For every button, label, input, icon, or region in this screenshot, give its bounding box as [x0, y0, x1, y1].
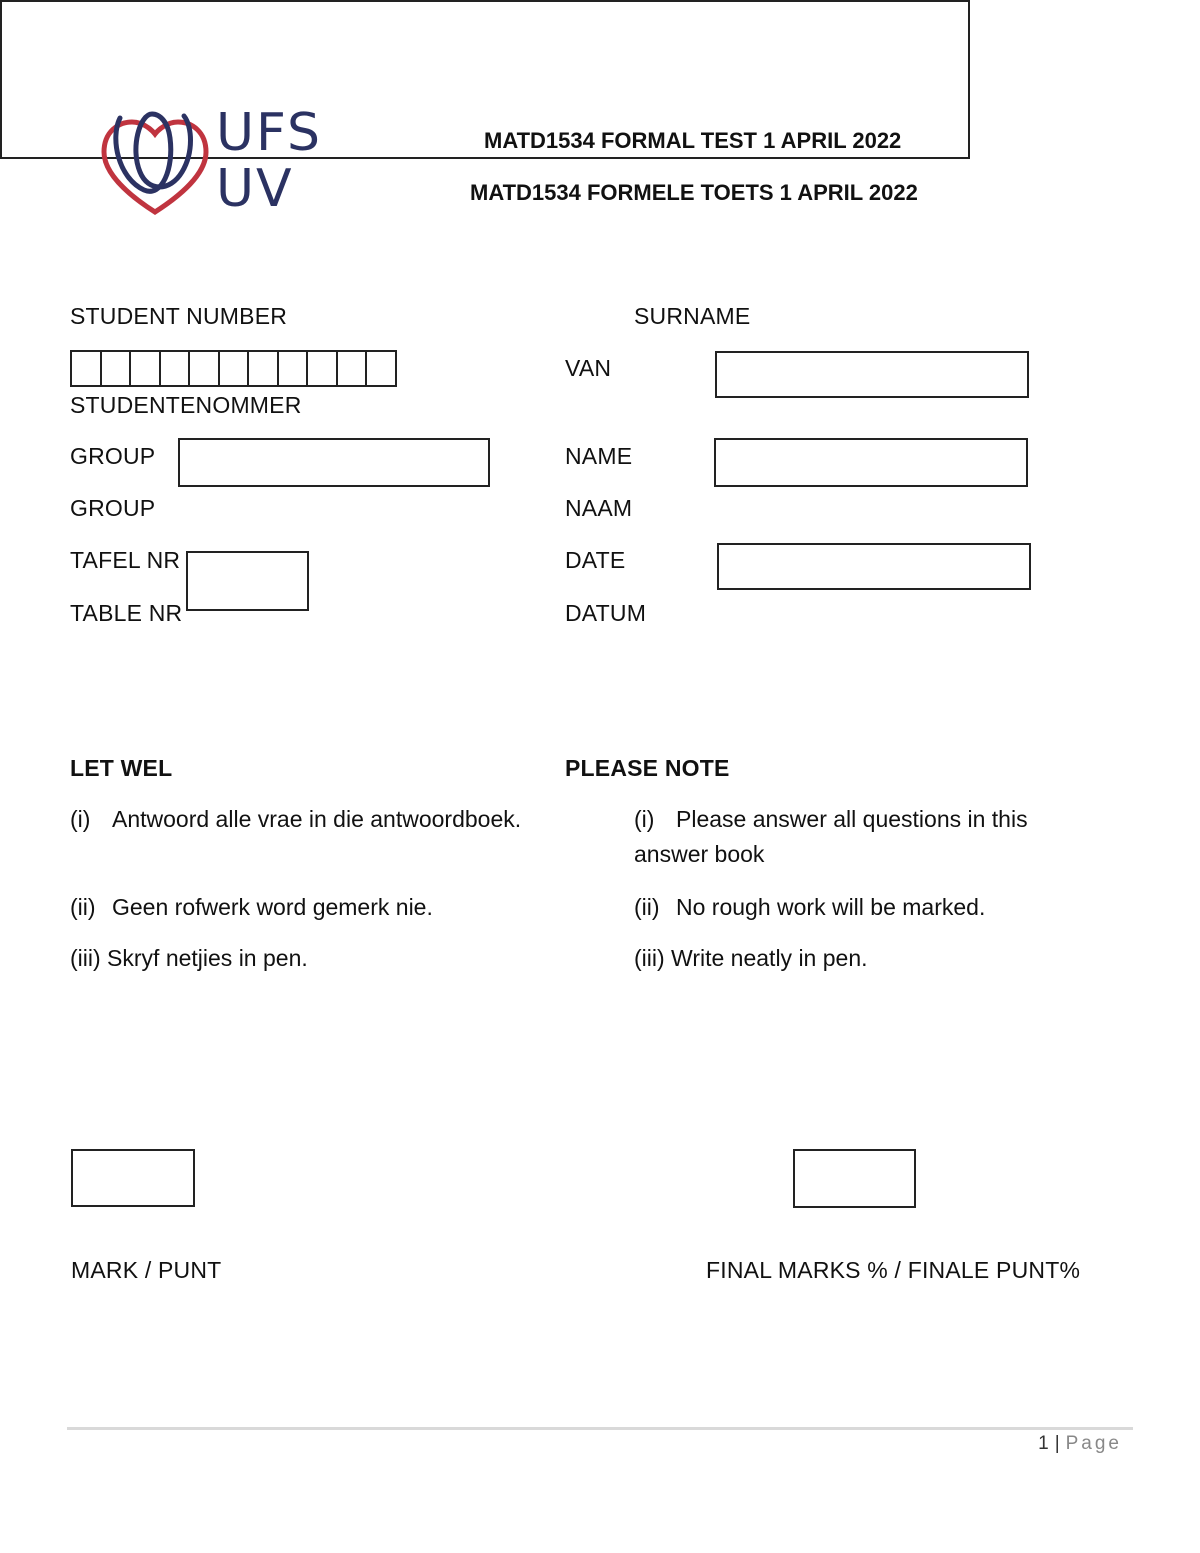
footer-divider [67, 1427, 1133, 1430]
table-nr-field[interactable] [186, 551, 309, 611]
page-number: 1 [1038, 1433, 1049, 1454]
group-field[interactable] [178, 438, 490, 487]
af-note-1-text: Antwoord alle vrae in die antwoordboek. [112, 806, 522, 832]
af-note-2 [70, 890, 590, 925]
en-note-3-text: Write neatly in pen. [671, 945, 868, 971]
name-field[interactable] [714, 438, 1028, 487]
table-nr-label: TABLE NR [70, 600, 183, 626]
name-label: NAME [565, 443, 633, 469]
surname-label: SURNAME [634, 303, 751, 329]
mark-field[interactable] [71, 1149, 195, 1207]
mark-punt-label: MARK / PUNT [71, 1257, 222, 1283]
student-number-cell[interactable] [249, 352, 279, 385]
af-note-1 [70, 802, 590, 837]
en-note-2 [634, 890, 1074, 925]
page-number-footer [1038, 1433, 1122, 1455]
group-label: GROUP [70, 443, 156, 469]
student-number-field[interactable] [70, 350, 397, 387]
student-number-cell[interactable] [161, 352, 191, 385]
af-note-3 [70, 941, 590, 976]
page-word: Page [1065, 1433, 1122, 1454]
tafel-nr-label: TAFEL NR [70, 547, 181, 573]
title-english: MATD1534 FORMAL TEST 1 APRIL 2022 [484, 128, 902, 153]
student-number-cell[interactable] [338, 352, 368, 385]
student-number-cell[interactable] [279, 352, 309, 385]
logo-line-uv: UV [216, 159, 294, 219]
final-marks-field[interactable] [793, 1149, 916, 1208]
date-field[interactable] [717, 543, 1031, 590]
student-number-cell[interactable] [367, 352, 395, 385]
final-marks-label: FINAL MARKS % / FINALE PUNT% [706, 1257, 1081, 1283]
en-note-1-text: Please answer all questions in this answer book [634, 806, 1028, 867]
student-number-label: STUDENT NUMBER [70, 303, 288, 329]
group-label-af: GROUP [70, 495, 156, 521]
af-note-1-num: (i) [70, 806, 91, 832]
en-note-3-num: (iii) [634, 945, 665, 971]
af-note-3-text: Skryf netjies in pen. [107, 945, 308, 971]
page-separator: | [1054, 1433, 1060, 1454]
ufs-heart-logo-icon [100, 108, 210, 220]
af-note-2-num: (ii) [70, 894, 96, 920]
please-note-heading: PLEASE NOTE [565, 755, 730, 781]
van-label: VAN [565, 355, 612, 381]
let-wel-heading: LET WEL [70, 755, 173, 781]
af-note-2-text: Geen rofwerk word gemerk nie. [112, 894, 433, 920]
student-number-cell[interactable] [190, 352, 220, 385]
student-number-cell[interactable] [72, 352, 102, 385]
title-afrikaans: MATD1534 FORMELE TOETS 1 APRIL 2022 [470, 180, 918, 205]
en-note-2-num: (ii) [634, 894, 660, 920]
student-number-cell[interactable] [220, 352, 250, 385]
student-number-cell[interactable] [308, 352, 338, 385]
naam-label: NAAM [565, 495, 633, 521]
surname-field[interactable] [715, 351, 1029, 398]
student-number-cell[interactable] [102, 352, 132, 385]
student-number-cell[interactable] [131, 352, 161, 385]
ufs-logo-wordmark [216, 103, 323, 219]
datum-label: DATUM [565, 600, 647, 626]
en-note-1-num: (i) [634, 806, 655, 832]
date-label: DATE [565, 547, 626, 573]
en-note-3 [634, 941, 1074, 976]
student-number-label-af: STUDENTENOMMER [70, 392, 302, 418]
logo-line-ufs: UFS [216, 103, 323, 163]
en-note-2-text: No rough work will be marked. [676, 894, 986, 920]
en-note-1 [634, 802, 1074, 872]
af-note-3-num: (iii) [70, 945, 101, 971]
